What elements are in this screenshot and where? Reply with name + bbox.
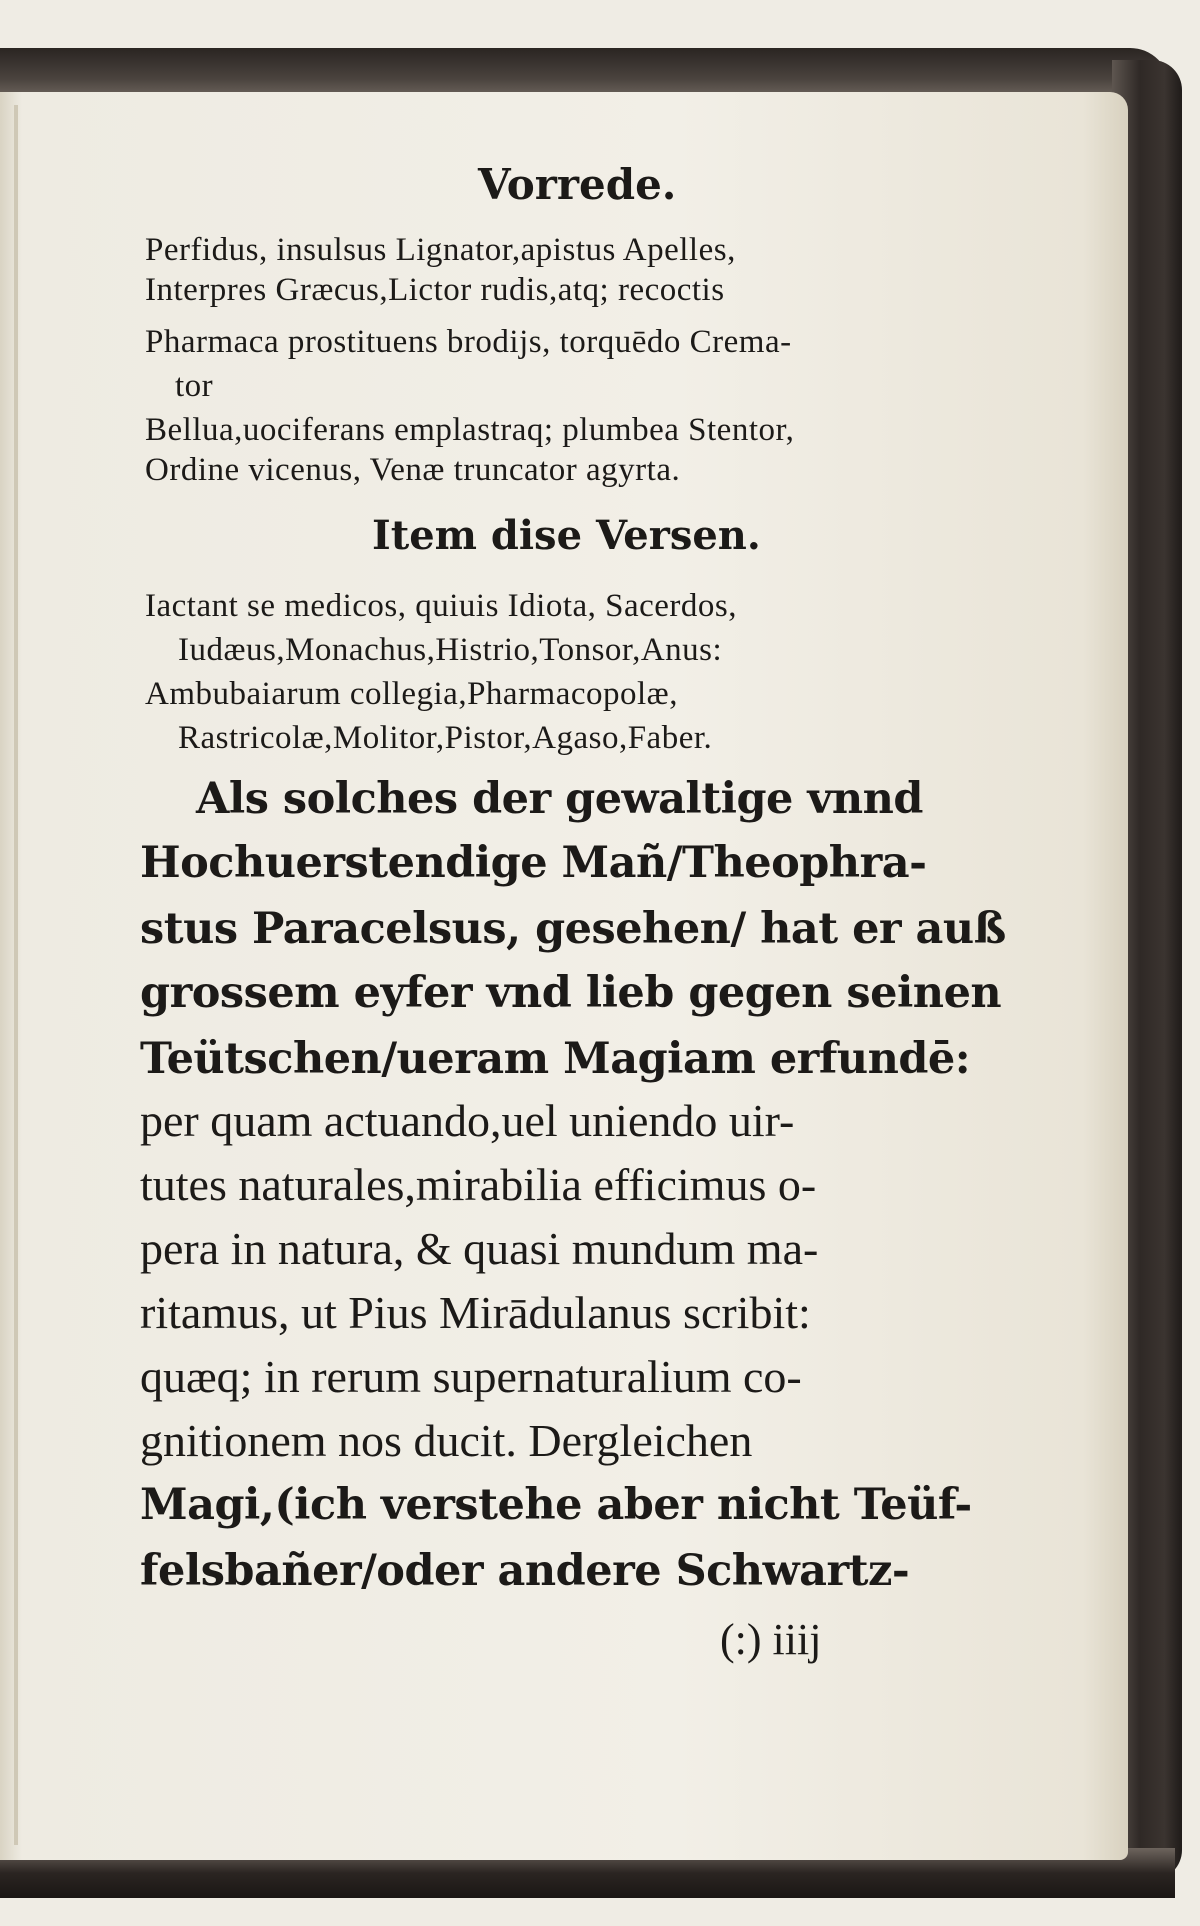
body-line: Teütschen/ueram Magiam erfundē: [140,1034,971,1084]
verse2-line: Iudæus,Monachus,Histrio,Tonsor,Anus: [178,632,723,668]
body-line: stus Paracelsus, gesehen/ hat er auß [140,904,1006,954]
body-line: Als solches der gewaltige vnnd [196,774,923,824]
body-line: quæq; in rerum supernaturalium co- [140,1351,802,1402]
verse1-line: Perfidus, insulsus Lignator,apistus Apelles, [145,232,736,268]
subheading: Item dise Versen. [372,512,761,559]
body-line: grossem eyfer vnd lieb gegen seinen [140,968,1002,1018]
body-line: gnitionem nos ducit. Dergleichen [140,1415,753,1466]
body-line: pera in natura, & quasi mundum ma- [140,1223,819,1274]
verse1-line: tor [175,368,214,404]
body-line: felsbañer/oder andere Schwartz- [140,1546,910,1596]
verse2-line: Ambubaiarum collegia,Pharmacopolæ, [145,676,678,712]
body-line: tutes naturales,mirabilia efficimus o- [140,1159,817,1210]
body-line: per quam actuando,uel uniendo uir- [140,1095,795,1146]
verse2-line: Iactant se medicos, quiuis Idiota, Sacerdos, [145,588,738,624]
verse1-line: Pharmaca prostituens brodijs, torquēdo Crema- [145,324,792,360]
body-line: ritamus, ut Pius Mirādulanus scribit: [140,1287,811,1338]
running-head: Vorrede. [478,160,677,209]
verse1-line: Ordine vicenus, Venæ truncator agyrta. [145,452,681,488]
body-line: Magi,(ich verstehe aber nicht Teüf- [140,1480,972,1530]
body-line: Hochuerstendige Mañ/Theophra- [140,838,927,888]
signature-mark: (:) iiij [720,1615,822,1664]
verse2-line: Rastricolæ,Molitor,Pistor,Agaso,Faber. [178,720,713,756]
verse1-line: Bellua,uociferans emplastraq; plumbea Stentor, [145,412,795,448]
verse1-line: Interpres Græcus,Lictor rudis,atq; recoctis [145,272,725,308]
